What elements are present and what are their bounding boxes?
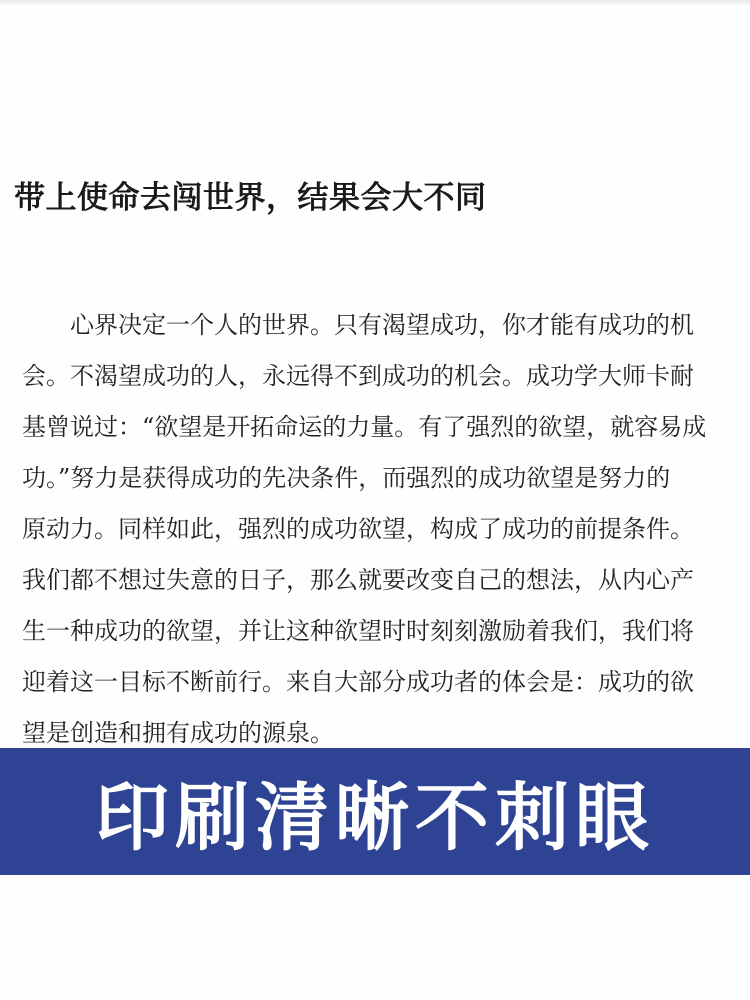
paragraph-line: 望是创造和拥有成功的源泉。 [22,719,334,747]
chapter-heading: 带上使命去闯世界，结果会大不同 [14,180,487,216]
promo-banner [0,748,750,875]
paragraph-line: 我们都不想过失意的日子，那么就要改变自己的想法，从内心产 [22,566,694,594]
paragraph-line: 会。不渴望成功的人，永远得不到成功的机会。成功学大师卡耐 [22,362,694,390]
banner-caption: 印刷清晰不刺眼 [95,774,655,861]
body-paragraph [22,300,738,759]
page-edge-shadow [0,0,750,6]
paragraph-line: 基曾说过：“欲望是开拓命运的力量。有了强烈的欲望，就容易成 [22,413,707,441]
paragraph-line: 原动力。同样如此，强烈的成功欲望，构成了成功的前提条件。 [22,515,694,543]
paragraph-line: 迎着这一目标不断前行。来自大部分成功者的体会是：成功的欲 [22,668,694,696]
paragraph-line: 生一种成功的欲望，并让这种欲望时时刻刻激励着我们，我们将 [22,617,694,645]
paragraph-line: 功。”努力是获得成功的先决条件，而强烈的成功欲望是努力的 [22,464,671,492]
paragraph-line: 心界决定一个人的世界。只有渴望成功，你才能有成功的机 [70,311,694,339]
